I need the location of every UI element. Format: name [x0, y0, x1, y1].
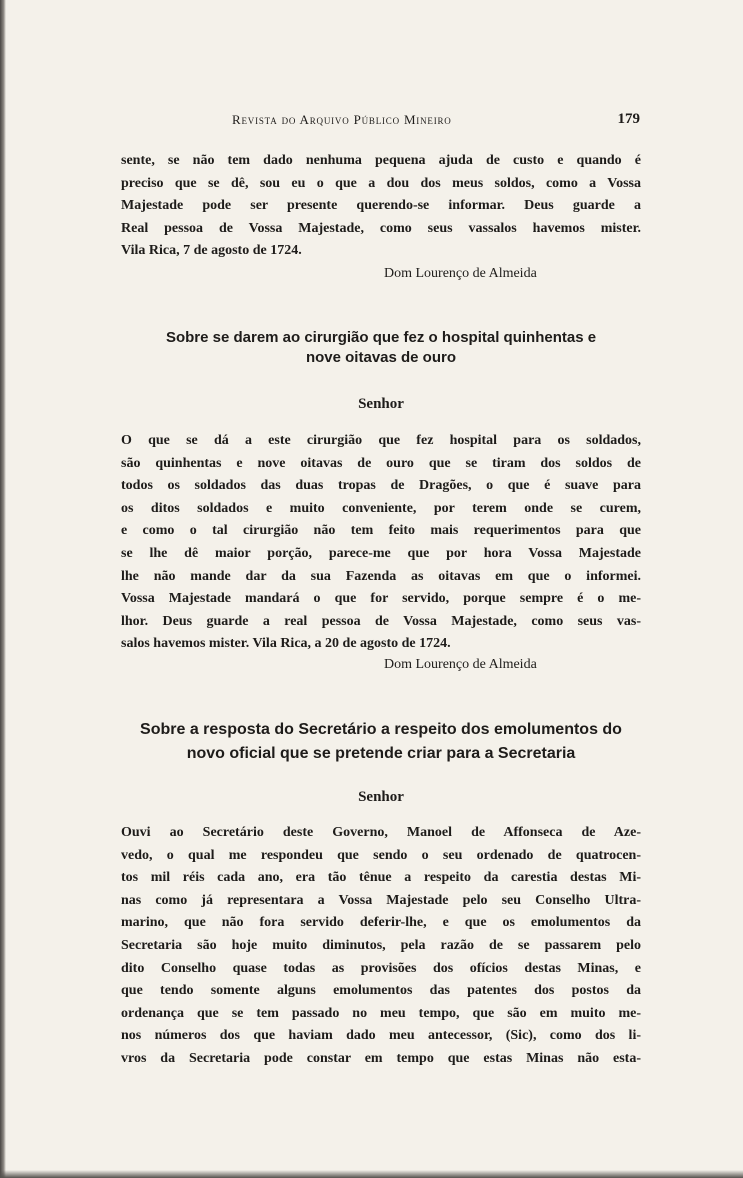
- section-3-title: [121, 718, 641, 766]
- section-2-paragraph: [121, 430, 641, 656]
- text-line: nos números dos que haviam dado meu antecessor, (Sic), como dos li-: [121, 1028, 641, 1044]
- text-line: Majestade pode ser presente querendo-se informar. Deus guarde a: [121, 198, 641, 214]
- text-line: tos mil réis cada ano, era tão tênue a respeito da carestia destas Mi-: [121, 870, 641, 886]
- page-number: 179: [617, 111, 640, 127]
- section-2-signature: Dom Lourenço de Almeida: [384, 657, 537, 672]
- text-line: ordenança que se tem passado no meu tempo, que são em muito me-: [121, 1005, 641, 1021]
- text-line: salos havemos mister. Vila Rica, a 20 de agosto de 1724.: [121, 636, 451, 652]
- text-line: que tendo somente alguns emolumentos das patentes dos postos da: [121, 983, 641, 999]
- text-line: Vila Rica, 7 de agosto de 1724.: [121, 243, 302, 259]
- text-line: marino, que não fora servido deferir-lhe, e que os emolumentos da: [121, 915, 641, 931]
- text-line: se lhe dê maior porção, parece-me que por hora Vossa Majestade: [121, 545, 641, 561]
- letter-1-body: [121, 150, 641, 263]
- text-line: dito Conselho quase todas as provisões dos ofícios destas Minas, e: [121, 960, 641, 976]
- page-header: [232, 112, 640, 134]
- text-line: nas como já representara a Vossa Majestade pelo seu Conselho Ultra-: [121, 892, 641, 908]
- text-line: todos os soldados das duas tropas de Dragões, o que é suave para: [121, 478, 641, 494]
- text-line: vedo, o qual me respondeu que sendo o seu ordenado de quatrocen-: [121, 847, 641, 863]
- section-3-body: [121, 822, 641, 1071]
- section-3-salutation: Senhor: [358, 789, 404, 805]
- title-line: nove oitavas de ouro: [305, 349, 457, 366]
- text-line: Vossa Majestade mandará o que for servido, porque sempre é o me-: [121, 591, 641, 607]
- text-line: são quinhentas e nove oitavas de ouro que se tiram dos soldos de: [121, 455, 641, 471]
- text-line: Secretaria são hoje muito diminutos, pela razão de se passarem pelo: [121, 937, 641, 953]
- running-title: Revista do Arquivo Público Mineiro: [232, 112, 452, 127]
- section-3-paragraph: [121, 822, 641, 1071]
- text-line: O que se dá a este cirurgião que fez hospital para os soldados,: [121, 433, 641, 448]
- scan-bottom-edge: [0, 1170, 743, 1178]
- text-line: sente, se não tem dado nenhuma pequena ajuda de custo e quando é: [121, 153, 641, 168]
- text-line: preciso que se dê, sou eu o que a dou dos meus soldos, como a Vossa: [121, 175, 641, 191]
- title-line: Sobre a resposta do Secretário a respeito dos emolumentos do: [140, 721, 622, 738]
- text-line: Ouvi ao Secretário deste Governo, Manoel de Affonseca de Aze-: [121, 825, 641, 840]
- text-line: lhor. Deus guarde a real pessoa de Vossa Majestade, como seus vas-: [121, 613, 641, 629]
- letter-1-paragraph: [121, 150, 641, 263]
- title-line: Sobre se darem ao cirurgião que fez o hospital quinhentas e: [165, 329, 597, 346]
- letter-1-signature: Dom Lourenço de Almeida: [384, 266, 537, 281]
- scan-left-edge: [0, 0, 6, 1178]
- text-line: Real pessoa de Vossa Majestade, como seus vassalos havemos mister.: [121, 220, 641, 236]
- text-line: lhe não mande dar da sua Fazenda as oitavas em que o informei.: [121, 568, 641, 584]
- title-line: novo oficial que se pretende criar para a Secretaria: [186, 745, 576, 762]
- section-2-salutation: Senhor: [358, 396, 404, 412]
- text-line: vros da Secretaria pode constar em tempo que estas Minas não esta-: [121, 1050, 641, 1066]
- text-line: e como o tal cirurgião não tem feito mais requerimentos para que: [121, 523, 641, 539]
- text-line: os ditos soldados e muito conveniente, por terem onde se curem,: [121, 500, 641, 516]
- section-2-body: [121, 430, 641, 656]
- section-2-title: [121, 328, 641, 368]
